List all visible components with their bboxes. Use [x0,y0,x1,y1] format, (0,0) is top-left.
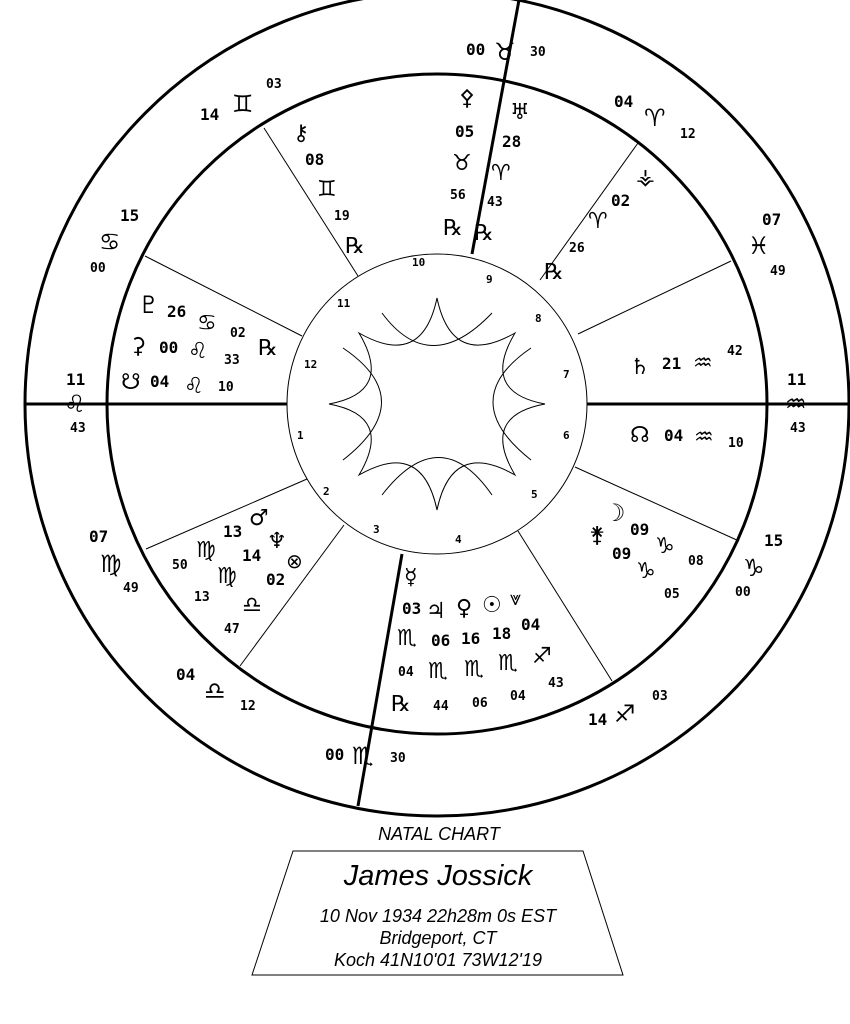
venus-sign: ♏ [464,657,484,682]
pallas-icon: ⚴ [459,86,476,111]
mars-icon: ♂ [249,506,269,531]
planet-placements [121,86,744,717]
cusp-3-degree: 04 [176,665,196,684]
house-numbers [297,256,570,546]
vesta-icon: ⚶ [636,165,655,190]
cusp-2-degree: 07 [89,527,109,546]
sun-degree: 18 [492,624,512,643]
cusp-12-sign: ♋ [99,228,121,256]
north-node-minutes: 10 [728,436,744,451]
cusp-3-sign: ♎ [204,677,226,705]
mercury-retrograde: ℞ [391,692,411,717]
cusp-5-minutes: 03 [652,689,668,704]
subject-name: James Jossick [343,860,533,892]
cusp-1-minutes: 43 [70,421,86,436]
house-number-6: 6 [563,429,570,442]
uranus-retrograde: ℞ [474,221,494,246]
vertex-sign: ♐ [532,644,552,669]
mars-degree: 13 [223,522,243,541]
pallas-retrograde: ℞ [443,216,463,241]
cusp-8-degree: 07 [762,210,782,229]
aspect-pattern [329,298,545,510]
south-node-sign: ♌ [184,374,204,399]
vertex-icon: ⩔ [510,586,522,610]
vesta-sign: ♈ [588,209,608,234]
uranus-icon: ♅ [510,100,530,125]
neptune-degree: 14 [242,546,262,565]
saturn-sign: ♒ [693,351,713,376]
cusp-9-minutes: 12 [680,127,696,142]
cusp-8-sign: ♓ [748,232,770,260]
fortune-icon: ⊗ [286,549,303,573]
uranus-degree: 28 [502,132,522,151]
house-number-3: 3 [373,523,380,536]
neptune-icon: ♆ [267,529,287,554]
cusp-3-minutes: 12 [240,699,256,714]
cusp-4-sign: ♏ [352,742,374,770]
house-number-11: 11 [337,297,351,310]
cusp-5-degree: 14 [588,710,608,729]
vesta-degree: 02 [611,191,631,210]
cusp-7-sign: ♒ [785,390,807,418]
vesta-retrograde: ℞ [544,260,564,285]
chiron-degree: 08 [305,150,325,169]
house-number-4: 4 [455,533,462,546]
cusp-8-minutes: 49 [770,264,786,279]
moon-sign: ♑ [655,534,675,559]
north-node-icon: ☊ [630,423,650,448]
house-system-coordinates: Koch 41N10'01 73W12'19 [333,950,543,970]
south-node-icon: ☋ [121,370,141,395]
jupiter-degree: 06 [431,631,451,650]
ceres-sign: ♌ [188,339,208,364]
moon-minutes: 08 [688,554,704,569]
pluto-minutes: 02 [230,326,246,341]
cusp-5-sign: ♐ [614,700,636,728]
ceres-degree: 00 [159,338,179,357]
pallas-sign: ♉ [452,151,472,176]
mercury-minutes: 04 [398,665,414,680]
cusp-7-minutes: 43 [790,421,806,436]
mars-sign: ♍ [196,538,216,563]
cusp-4-degree: 00 [325,745,345,764]
mars-minutes: 50 [172,558,188,573]
vertex-degree: 04 [521,615,541,634]
cusp-11-minutes: 03 [266,77,282,92]
ceres-icon: ⚳ [130,334,147,359]
cusp-10-minutes: 30 [530,45,546,60]
vesta-minutes: 26 [569,241,585,256]
cusp-1-sign: ♌ [64,390,86,418]
juno-icon: ⚵ [589,523,606,548]
cusp-4-minutes: 30 [390,751,406,766]
vertex-minutes: 43 [548,676,564,691]
north-node-sign: ♒ [694,425,714,450]
uranus-minutes: 43 [487,195,503,210]
sun-icon: ☉ [482,593,502,618]
saturn-degree: 21 [662,354,682,373]
house-number-7: 7 [563,368,570,381]
moon-degree: 09 [630,520,650,539]
house-number-9: 9 [486,273,493,286]
pluto-icon: ♇ [138,291,160,319]
pluto-sign: ♋ [197,311,217,336]
fortune-minutes: 47 [224,622,240,637]
juno-degree: 09 [612,544,632,563]
pallas-degree: 05 [455,122,475,141]
venus-degree: 16 [461,629,481,648]
cusp-2-sign: ♍ [100,550,122,578]
cusp-9-degree: 04 [614,92,634,111]
house-number-5: 5 [531,488,538,501]
cusp-6-degree: 15 [764,531,784,550]
house-number-2: 2 [323,485,330,498]
venus-minutes: 06 [472,696,488,711]
cusp-10-degree: 00 [466,40,486,59]
cusp-11-sign: ♊ [232,90,254,118]
house-number-12: 12 [304,358,318,371]
venus-icon: ♀ [456,596,473,621]
south-node-minutes: 10 [218,380,234,395]
chiron-icon: ⚷ [293,121,310,146]
birth-datetime: 10 Nov 1934 22h28m 0s EST [319,906,557,926]
cusp-1-degree: 11 [66,370,86,389]
house-number-8: 8 [535,312,542,325]
cusp-2-minutes: 49 [123,581,139,596]
moon-icon: ☽ [604,499,626,527]
mercury-degree: 03 [402,599,422,618]
outer-ring [25,0,849,816]
chiron-minutes: 19 [334,209,350,224]
jupiter-minutes: 44 [433,699,449,714]
pluto-degree: 26 [167,302,187,321]
cusp-9-sign: ♈ [644,104,666,132]
chart-type-label: NATAL CHART [378,824,500,844]
jupiter-icon: ♃ [426,599,446,624]
house-number-10: 10 [412,256,426,269]
mercury-sign: ♏ [397,626,417,651]
ceres-minutes: 33 [224,353,240,368]
cusp-11-degree: 14 [200,105,220,124]
neptune-sign: ♍ [217,564,237,589]
house-number-1: 1 [297,429,304,442]
south-node-degree: 04 [150,372,170,391]
fortune-degree: 02 [266,570,286,589]
jupiter-sign: ♏ [428,659,448,684]
sun-sign: ♏ [498,651,518,676]
mercury-icon: ☿ [404,565,418,590]
chiron-retrograde: ℞ [345,234,365,259]
saturn-minutes: 42 [727,344,743,359]
north-node-degree: 04 [664,426,684,445]
birth-place: Bridgeport, CT [379,928,497,948]
cusp-12-degree: 15 [120,206,140,225]
chiron-sign: ♊ [317,177,337,202]
fortune-sign: ♎ [242,593,262,618]
sun-minutes: 04 [510,689,526,704]
uranus-sign: ♈ [491,161,511,186]
cusp-12-minutes: 00 [90,261,106,276]
juno-minutes: 05 [664,587,680,602]
cusp-7-degree: 11 [787,370,807,389]
cusp-6-sign: ♑ [743,554,765,582]
juno-sign: ♑ [636,559,656,584]
cusp-10-sign: ♉ [494,38,516,66]
pallas-minutes: 56 [450,188,466,203]
neptune-minutes: 13 [194,590,210,605]
pluto-retrograde: ℞ [258,336,278,361]
saturn-icon: ♄ [630,355,650,380]
cusp-6-minutes: 00 [735,585,751,600]
